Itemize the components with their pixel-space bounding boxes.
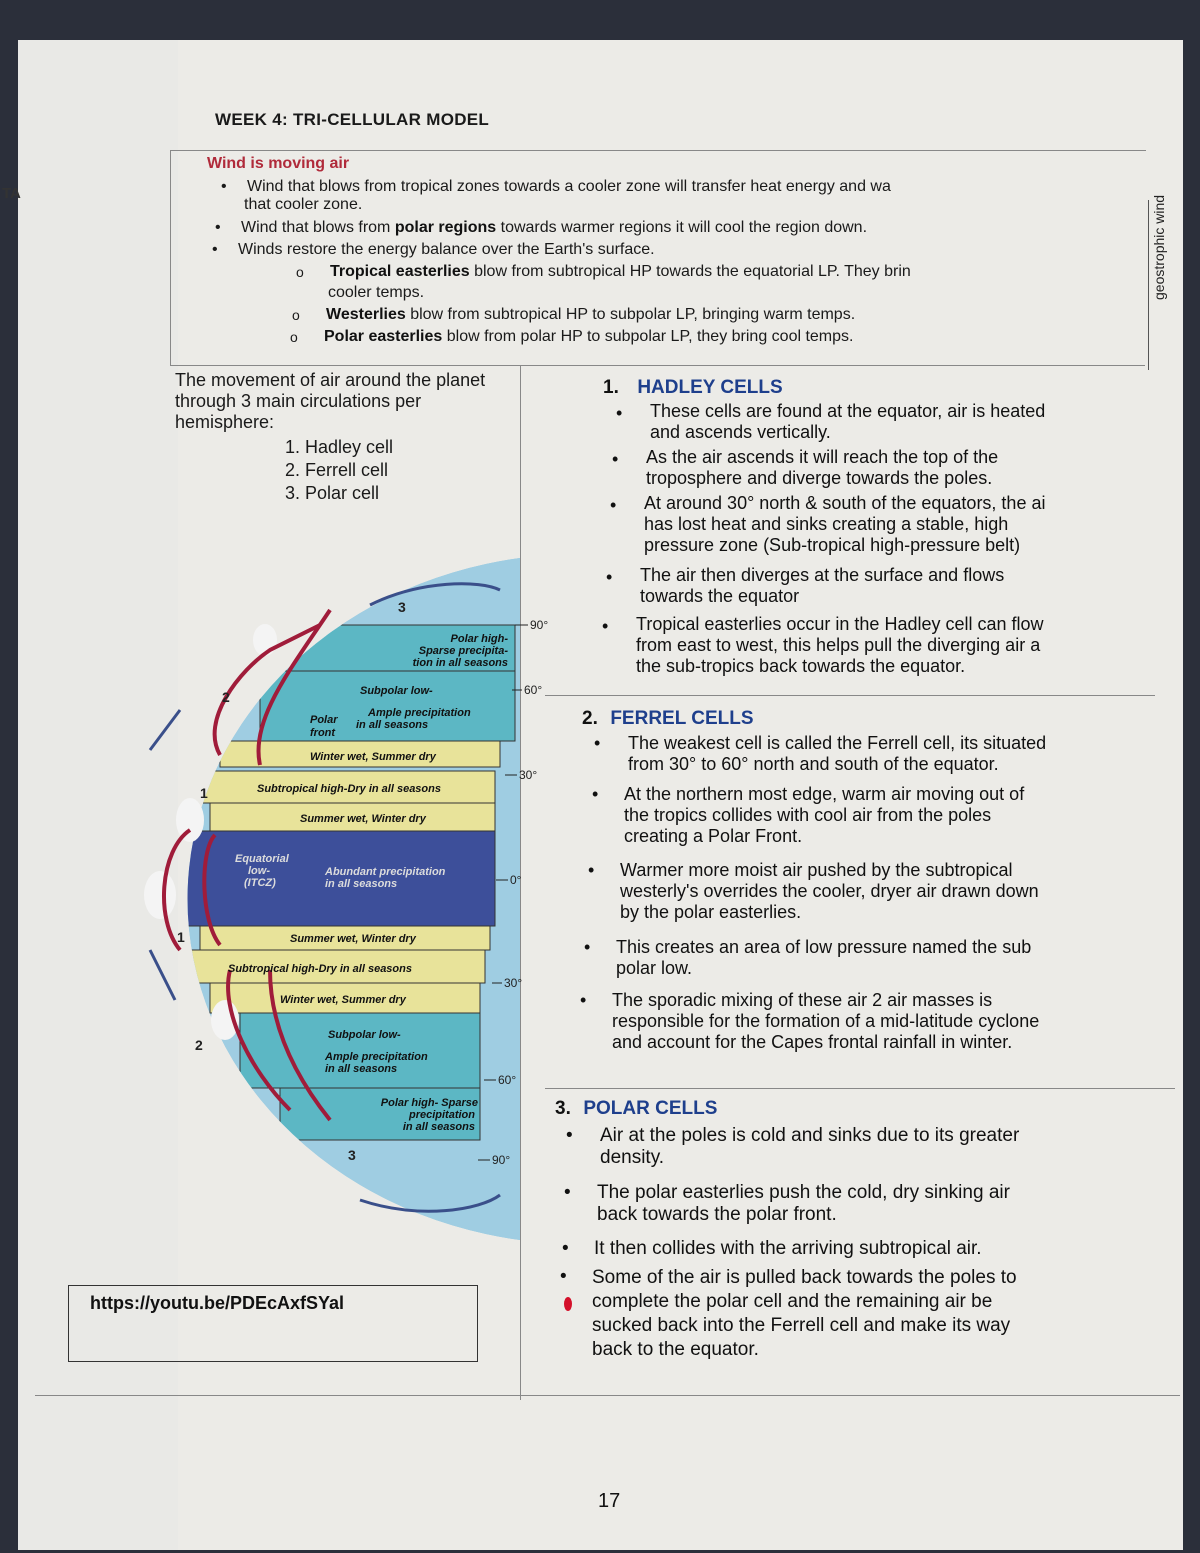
polar-number: 3. — [555, 1098, 571, 1119]
tri-cellular-diagram — [120, 550, 560, 1250]
label-polar-front: Polar — [310, 714, 338, 726]
hadley-number: 1. — [603, 377, 619, 398]
polar-line: density. — [600, 1147, 665, 1168]
wind-bullet-3: • Winds restore the energy balance over the Earth's surface. — [238, 241, 655, 259]
polar-bullet — [600, 1125, 1170, 1169]
polar-line: Air at the poles is cold and sinks due to its greater — [600, 1125, 1020, 1146]
label-abundant: Abundant precipitation — [325, 866, 446, 878]
hadley-line: Tropical easterlies occur in the Hadley cell can flow — [636, 614, 1044, 634]
lat-label-90n: 90° — [530, 618, 549, 632]
wind-sub-1-post: blow from subtropical HP towards the equatorial LP. They brin — [469, 263, 911, 280]
polar-line: complete the polar cell and the remaining air be — [592, 1291, 993, 1312]
ferrel-bullet — [624, 784, 1164, 847]
hadley-line: pressure zone (Sub-tropical high-pressure belt) — [644, 535, 1021, 555]
wind-sub-bullet-3 — [324, 328, 853, 346]
wind-bullet-2-post: towards warmer regions it will cool the region down. — [496, 219, 868, 236]
ferrel-title: FERREL CELLS — [610, 708, 754, 729]
hadley-line: towards the equator — [640, 586, 800, 606]
cell-list — [285, 436, 393, 505]
polar-line: The polar easterlies push the cold, dry sinking air — [597, 1182, 1010, 1203]
ferrel-line: The sporadic mixing of these air 2 air masses is — [612, 990, 993, 1010]
cell-list-item: 3. Polar cell — [285, 483, 380, 503]
cell-number: 1 — [200, 785, 208, 801]
hadley-line: The air then diverges at the surface and flows — [640, 565, 1005, 585]
hadley-line: At around 30° north & south of the equators, the ai — [644, 493, 1046, 513]
ferrel-line: polar low. — [616, 958, 693, 978]
label-subpolar-s: Subpolar low- — [328, 1029, 401, 1041]
ferrel-line: from 30° to 60° north and south of the equator. — [628, 754, 999, 774]
wind-sub-bullet-1 — [330, 263, 911, 281]
label-subpolar-n: Ample precipitation — [368, 707, 471, 719]
hadley-line: has lost heat and sinks creating a stable, high — [644, 514, 1009, 534]
polar-heading — [555, 1098, 717, 1120]
wind-sub-1-bold: Tropical easterlies — [330, 263, 470, 280]
hadley-bullet — [650, 401, 1170, 443]
movement-line-2: through 3 main circulations per — [175, 391, 422, 411]
ferrel-line: responsible for the formation of a mid-latitude cyclone — [612, 1011, 1040, 1031]
label-summer-wet-s: Summer wet, Winter dry — [290, 933, 416, 945]
ferrel-bullet — [616, 937, 1156, 979]
polar-bullet — [592, 1266, 1167, 1362]
cloud-icon — [144, 871, 176, 919]
label-polar-high-n: Sparse precipita- — [418, 645, 508, 657]
video-link[interactable]: https://youtu.be/PDEcAxfSYal — [90, 1293, 345, 1313]
lat-label-60s: 60° — [498, 1073, 517, 1087]
label-abundant: in all seasons — [325, 878, 398, 890]
ferrel-heading — [582, 708, 754, 730]
cloud-icon — [176, 798, 204, 842]
divider-ferrel-polar — [545, 1088, 1175, 1089]
label-subtrop-n: Subtropical high-Dry in all seasons — [257, 783, 441, 795]
wind-sub-2-bold: Westerlies — [326, 306, 406, 323]
label-subpolar-s: Ample precipitation — [325, 1051, 428, 1063]
label-equatorial: Equatorial — [235, 853, 289, 865]
label-polar-high-s: in all seasons — [402, 1121, 475, 1133]
hadley-bullet — [646, 447, 1166, 489]
ferrel-bullet — [628, 733, 1168, 775]
lat-label-90s: 90° — [492, 1153, 511, 1167]
hadley-heading — [603, 377, 783, 399]
hadley-title: HADLEY CELLS — [637, 377, 783, 398]
cell-number: 1 — [177, 929, 185, 945]
ferrel-line: At the northern most edge, warm air moving out of — [624, 784, 1025, 804]
hadley-line: troposphere and diverge towards the poles. — [646, 468, 993, 488]
label-polar-high-s: Polar high- Sparse — [380, 1097, 478, 1109]
label-equatorial: low- — [248, 865, 270, 877]
wind-sub-bullet-1-cont: cooler temps. — [328, 284, 425, 301]
cell-number: 2 — [195, 1037, 203, 1053]
hadley-line: from east to west, this helps pull the diverging air a — [636, 635, 1041, 655]
label-polar-high-n: tion in all seasons — [412, 657, 508, 669]
wind-section-title: Wind is moving air — [207, 155, 350, 172]
ferrel-line: The weakest cell is called the Ferrell cell, its situated — [628, 733, 1047, 753]
hadley-line: As the air ascends it will reach the top of the — [646, 447, 999, 467]
wind-bullet-1-cont: that cooler zone. — [244, 196, 363, 213]
lat-label-0: 0° — [510, 873, 522, 887]
ferrel-line: and account for the Capes frontal rainfall in winter. — [612, 1032, 1013, 1052]
movement-line-1: The movement of air around the planet — [175, 370, 486, 390]
polar-line: It then collides with the arriving subtropical air. — [594, 1238, 982, 1259]
ferrel-line: Warmer more moist air pushed by the subtropical — [620, 860, 1013, 880]
page-number: 17 — [598, 1490, 621, 1512]
right-margin-label: geostrophic wind — [1151, 194, 1167, 300]
label-subpolar-s: in all seasons — [325, 1063, 398, 1075]
lat-label-60n: 60° — [524, 683, 543, 697]
wind-bullet-1-text: Wind that blows from tropical zones towards a cooler zone will transfer heat energy and wa — [247, 178, 891, 195]
ferrel-line: westerly's overrides the cooler, dryer air drawn down — [620, 881, 1039, 901]
hadley-bullet — [644, 493, 1164, 556]
polar-line: Some of the air is pulled back towards the poles to — [592, 1267, 1017, 1288]
hadley-line: the sub-tropics back towards the equator. — [636, 656, 966, 676]
hadley-line: These cells are found at the equator, air is heated — [650, 401, 1046, 421]
wind-sub-bullet-2 — [326, 306, 855, 324]
ferrel-line: This creates an area of low pressure named the sub — [616, 937, 1032, 957]
ferrel-line: by the polar easterlies. — [620, 902, 802, 922]
cell-number: 3 — [348, 1147, 356, 1163]
label-winter-wet-s: Winter wet, Summer dry — [280, 994, 406, 1006]
ferrel-bullet — [612, 990, 1157, 1053]
label-polar-front: front — [310, 727, 336, 739]
ferrel-line: creating a Polar Front. — [624, 826, 803, 846]
cell-number: 3 — [398, 599, 406, 615]
right-margin-tag — [1148, 194, 1173, 370]
wind-bullet-2-bold: polar regions — [394, 219, 497, 236]
hadley-bullet — [636, 614, 1156, 677]
movement-intro — [175, 370, 565, 433]
hadley-bullet — [640, 565, 1160, 607]
polar-line: sucked back into the Ferrell cell and make its way — [592, 1315, 1011, 1336]
cell-list-item: 2. Ferrell cell — [285, 460, 389, 480]
movement-line-3: hemisphere: — [175, 412, 275, 432]
lat-label-30s: 30° — [504, 976, 523, 990]
divider-hadley-ferrel — [545, 695, 1155, 696]
polar-bullet — [597, 1182, 1167, 1226]
label-subtrop-s: Subtropical high-Dry in all seasons — [228, 963, 412, 975]
wind-bullet-2-pre: Wind that blows from — [241, 219, 395, 236]
red-mark-icon — [564, 1297, 572, 1311]
wind-bullet-1 — [247, 178, 891, 196]
ferrel-number: 2. — [582, 708, 598, 729]
ferrel-bullet — [620, 860, 1160, 923]
polar-title: POLAR CELLS — [583, 1098, 718, 1119]
label-summer-wet-n: Summer wet, Winter dry — [300, 813, 426, 825]
wind-sub-3-bold: Polar easterlies — [324, 328, 443, 345]
lat-label-30n: 30° — [519, 768, 538, 782]
wind-sub-3-post: blow from polar HP to subpolar LP, they bring cool temps. — [442, 328, 854, 345]
cell-number: 2 — [222, 689, 230, 705]
polar-line: back to the equator. — [592, 1339, 759, 1360]
left-margin-tag: TA — [2, 185, 21, 202]
hadley-line: and ascends vertically. — [650, 422, 831, 442]
polar-line: back towards the polar front. — [597, 1204, 837, 1225]
label-winter-wet-n: Winter wet, Summer dry — [310, 751, 436, 763]
label-subpolar-n: in all seasons — [356, 719, 429, 731]
label-polar-high-s: precipitation — [408, 1109, 475, 1121]
wind-sub-2-post: blow from subtropical HP to subpolar LP, bringing warm temps. — [405, 306, 856, 323]
label-subpolar-n: Subpolar low- — [360, 685, 433, 697]
wind-bullet-2 — [241, 219, 867, 237]
ferrel-line: the tropics collides with cool air from the poles — [624, 805, 992, 825]
label-equatorial: (ITCZ) — [244, 877, 276, 889]
polar-bullet — [594, 1238, 1164, 1260]
label-polar-high-n: Polar high- — [450, 633, 508, 645]
page-title: WEEK 4: TRI-CELLULAR MODEL — [215, 110, 490, 129]
divider-bottom — [35, 1395, 1180, 1396]
cell-list-item: 1. Hadley cell — [285, 437, 394, 457]
